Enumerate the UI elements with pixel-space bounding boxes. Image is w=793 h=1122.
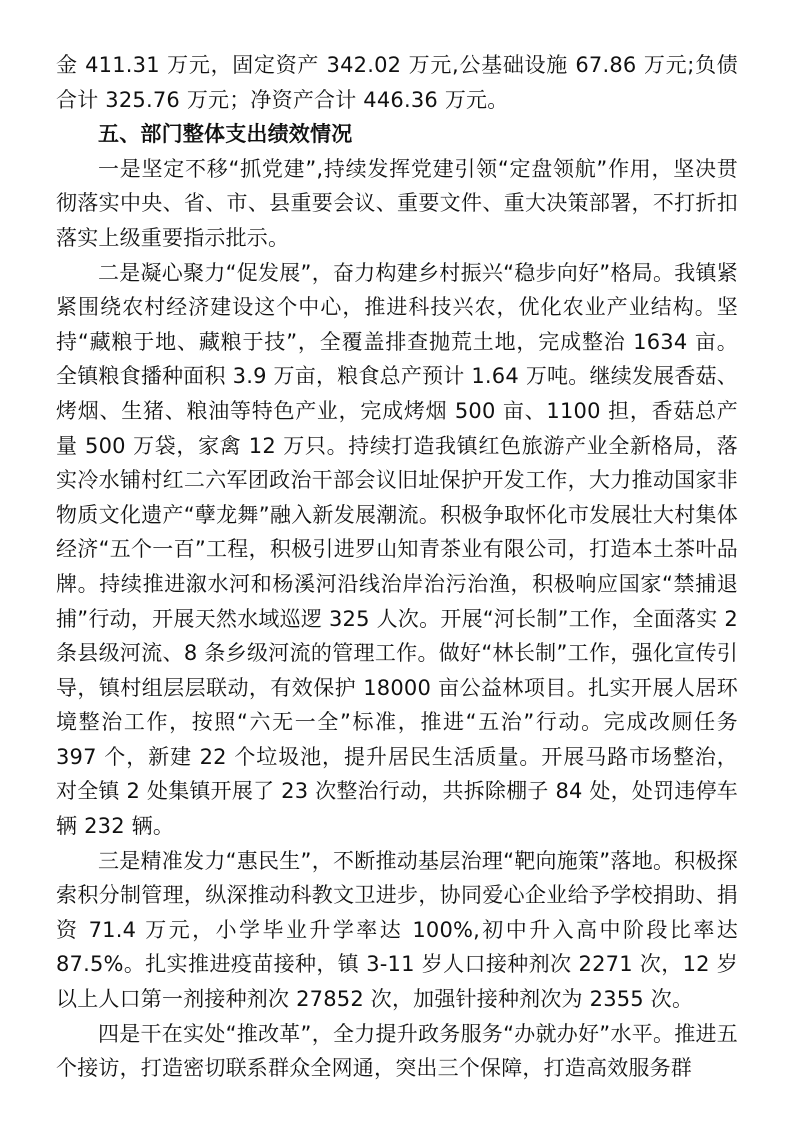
section-heading: 五、部门整体支出绩效情况 bbox=[98, 122, 353, 147]
paragraph-development: 二是凝心聚力“促发展”，奋力构建乡村振兴“稳步向好”格局。我镇紧紧围绕农村经济建设这个中心，推进科技兴农，优化农业产业结构。坚持“藏粮于地、藏粮于技”，全覆盖排查抛荒土地，完成整治 1634 亩。全镇粮食播种面积 3.9 万亩，粮食总产预计 1.64 万吨。继续发展香菇、烤烟、生猪、粮油等特色产业，完成烤烟 500 亩、1100 担，香菇总产量 500 万袋，家禽 12 万只。持续打造我镇红色旅游产业全新格局，落实冷水铺村红二六军团政治干部会议旧址保护开发工作，大力推动国家非物质文化遗产“孽龙舞”融入新发展潮流。积极争取怀化市发展壮大村集体经济“五个一百”工程，积极引进罗山知青茶业有限公司，打造本土茶叶品牌。持续推进溆水河和杨溪河沿线治岸治污治渔，积极响应国家“禁捕退捕”行动，开展天然水域巡逻 325 人次。开展“河长制”工作，全面落实 2 条县级河流、8 条乡级河流的管理工作。做好“林长制”工作，强化宣传引导，镇村组层层联动，有效保护 18000 亩公益林项目。扎实开展人居环境整治工作，按照“六无一全”标准，推进“五治”行动。完成改厕任务 397 个，新建 22 个垃圾池，提升居民生活质量。开展马路市场整治，对全镇 2 处集镇开展了 23 次整治行动，共拆除棚子 84 处，处罚违停车辆 232 辆。 bbox=[56, 260, 738, 839]
paragraph-reform: 四是干在实处“推改革”，全力提升政务服务“办就办好”水平。推进五个接访，打造密切联系群众全网通，突出三个保障，打造高效服务群 bbox=[56, 1021, 738, 1081]
paragraph-assets-summary: 金 411.31 万元，固定资产 342.02 万元,公基础设施 67.86 万元;负债合计 325.76 万元；净资产合计 446.36 万元。 bbox=[56, 53, 738, 112]
document-page bbox=[56, 48, 738, 1086]
paragraph-party-building: 一是坚定不移“抓党建”,持续发挥党建引领“定盘领航”作用，坚决贯彻落实中央、省、市、县重要会议、重要文件、重大决策部署，不打折扣落实上级重要指示批示。 bbox=[56, 156, 738, 250]
paragraph-livelihood: 三是精准发力“惠民生”，不断推动基层治理“靶向施策”落地。积极探索积分制管理，纵深推动科教文卫进步，协同爱心企业给予学校捐助、捐资 71.4 万元，小学毕业升学率达 100%,初中升入高中阶段比率达 87.5%。扎实推进疫苗接种，镇 3-11 岁人口接种剂次 2271 次，12 岁以上人口第一剂接种剂次 27852 次，加强针接种剂次为 2355 次。 bbox=[56, 848, 738, 1012]
